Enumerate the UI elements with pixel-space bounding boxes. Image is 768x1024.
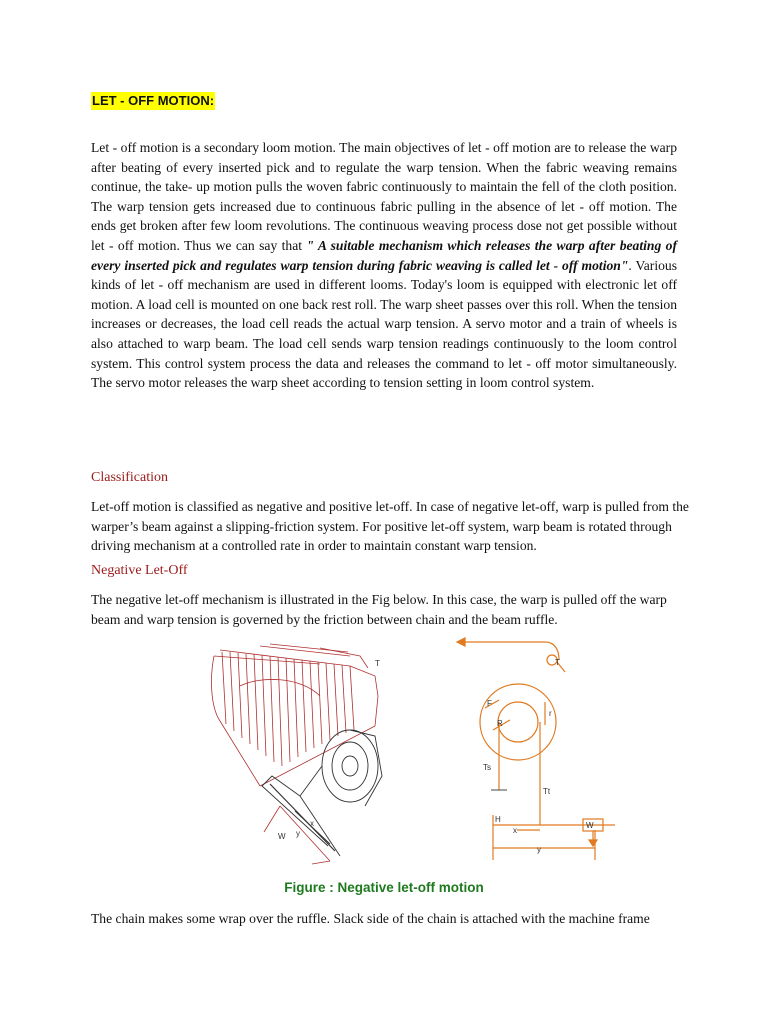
classification-heading: Classification [91,470,168,485]
definition-quote: " A suitable mechanism which releases the warp after beating of every inserted pick and regulates warp tension during fabric weaving is called let - off motion" [91,237,677,273]
warp-threads [212,644,378,786]
label-r: r [549,709,552,718]
figure-caption: Figure : Negative let-off motion [284,880,484,895]
negative-letoff-paragraph: The negative let-off mechanism is illustrated in the Fig below. In this case, the warp is pulled off the warp beam and warp tension is governed by the friction between chain and the beam ruffle. [91,592,667,627]
label-x-right: x [513,826,517,835]
classification-paragraph: Let-off motion is classified as negative and positive let-off. In case of negative let-off, warp is pulled from the warper’s beam against a slipping-friction system. For positive let-off system, warp beam is rotated through driving mechanism at a controlled rate in order to maintain constant warp tension. [91,499,689,554]
intro-text-2: . Various kinds of let - off mechanism are used in different looms. Today's loom is equipped with electronic let off motion. A load cell is mounted on one back rest roll. The warp sheet passes over this roll. When the tension increases or decreases, the load cell reads the actual warp tension. A servo motor and a train of wheels is also attached to warp beam. The load cell sends warp tension readings continuously to the loom control system. This control system process the data and releases the command to let - off motor simultaneously. The servo motor releases the warp sheet according to tension setting in loom control system. [91,257,677,391]
label-Tt: Tt [543,787,551,796]
label-x: x [310,819,314,828]
warp-beam-drawing [200,636,390,871]
label-y: y [296,829,300,838]
label-y-right: y [537,845,541,854]
label-H: H [495,815,501,824]
label-W-right: W [586,821,594,830]
label-T-right: T [555,658,560,667]
intro-paragraph [91,138,677,393]
force-diagram [455,630,625,865]
label-T: T [375,659,380,668]
label-F: F [487,699,492,708]
label-W: W [278,832,286,841]
label-R: R [497,719,503,728]
intro-text-1: Let - off motion is a secondary loom motion. The main objectives of let - off motion are to release the warp after beating of every inserted pick and to regulate the warp tension. When the fabric weaving remains continue, the take- up motion pulls the woven fabric continuously to maintain the fell of the cloth position. The warp tension gets increased due to continuous fabric pulling in the absence of let - off motion. The ends get broken after few loom revolutions. The continuous weaving process dose not get possible without let - off motion. Thus we can say that [91,140,677,253]
section-heading: LET - OFF MOTION: [92,93,215,108]
closing-paragraph: The chain makes some wrap over the ruffle. Slack side of the chain is attached with the machine frame [91,911,650,926]
label-Ts: Ts [483,763,491,772]
negative-letoff-heading: Negative Let-Off [91,563,188,578]
